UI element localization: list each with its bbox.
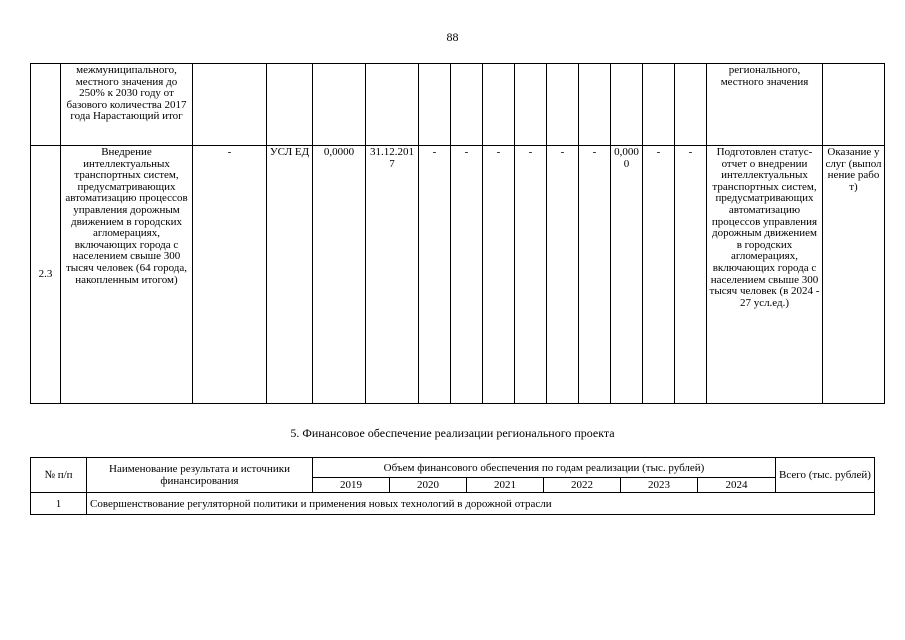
page-number: 88	[446, 30, 459, 44]
cell-base-date: 31.12.2017	[366, 146, 419, 404]
header-year: 2021	[467, 478, 544, 493]
cell-result-type: Оказание услуг (выполнение работ)	[823, 146, 885, 404]
header-total: Всего (тыс. рублей)	[776, 458, 875, 493]
cell-result-name: межмуниципального, местного значения до 250% к 2030 году от базового количества 2017 года Нарастающий итог	[61, 64, 193, 146]
finance-table	[30, 457, 875, 515]
cell-year-value: -	[675, 146, 707, 404]
cell-number: 2.3	[31, 146, 61, 404]
cell-result-title: Совершенствование регуляторной политики и применения новых технологий в дорожной отрасли	[87, 493, 875, 515]
cell-result-description: регионального, местного значения	[707, 64, 823, 146]
header-name: Наименование результата и источники финансирования	[87, 458, 313, 493]
table-row	[31, 64, 885, 146]
header-year: 2020	[390, 478, 467, 493]
results-table	[30, 63, 885, 404]
cell-base-value: 0,0000	[313, 146, 366, 404]
cell-year-value: 0,0000	[611, 146, 643, 404]
section-title: 5. Финансовое обеспечение реализации регионального проекта	[290, 426, 615, 440]
table-row	[31, 146, 885, 404]
cell-year-value: -	[579, 146, 611, 404]
cell-year-value: -	[515, 146, 547, 404]
header-year: 2024	[698, 478, 776, 493]
header-year: 2023	[621, 478, 698, 493]
header-volume: Объем финансового обеспечения по годам реализации (тыс. рублей)	[313, 458, 776, 478]
cell-year-value: -	[483, 146, 515, 404]
cell-number: 1	[31, 493, 87, 515]
table-header-row	[31, 458, 875, 478]
cell-year-value: -	[419, 146, 451, 404]
cell-dash: -	[193, 146, 267, 404]
cell-year-value: -	[547, 146, 579, 404]
cell-year-value: -	[451, 146, 483, 404]
cell-number	[31, 64, 61, 146]
cell-result-description: Подготовлен статус-отчет о внедрении интеллектуальных транспортных систем, предусматривающих автоматизацию процессов управления дорожным движением в городских агломерациях, включающих города с населением свыше 300 тысяч человек (в 2024 - 27 усл.ед.)	[707, 146, 823, 404]
cell-result-name: Внедрение интеллектуальных транспортных систем, предусматривающих автоматизацию процессов управления дорожным движением в городских агломерациях, включающих города с населением свыше 300 тысяч человек (64 города, накопленным итогом)	[61, 146, 193, 404]
header-year: 2019	[313, 478, 390, 493]
cell-unit: УСЛ ЕД	[267, 146, 313, 404]
header-num: № п/п	[31, 458, 87, 493]
header-year: 2022	[544, 478, 621, 493]
cell-year-value: -	[643, 146, 675, 404]
table-row	[31, 493, 875, 515]
